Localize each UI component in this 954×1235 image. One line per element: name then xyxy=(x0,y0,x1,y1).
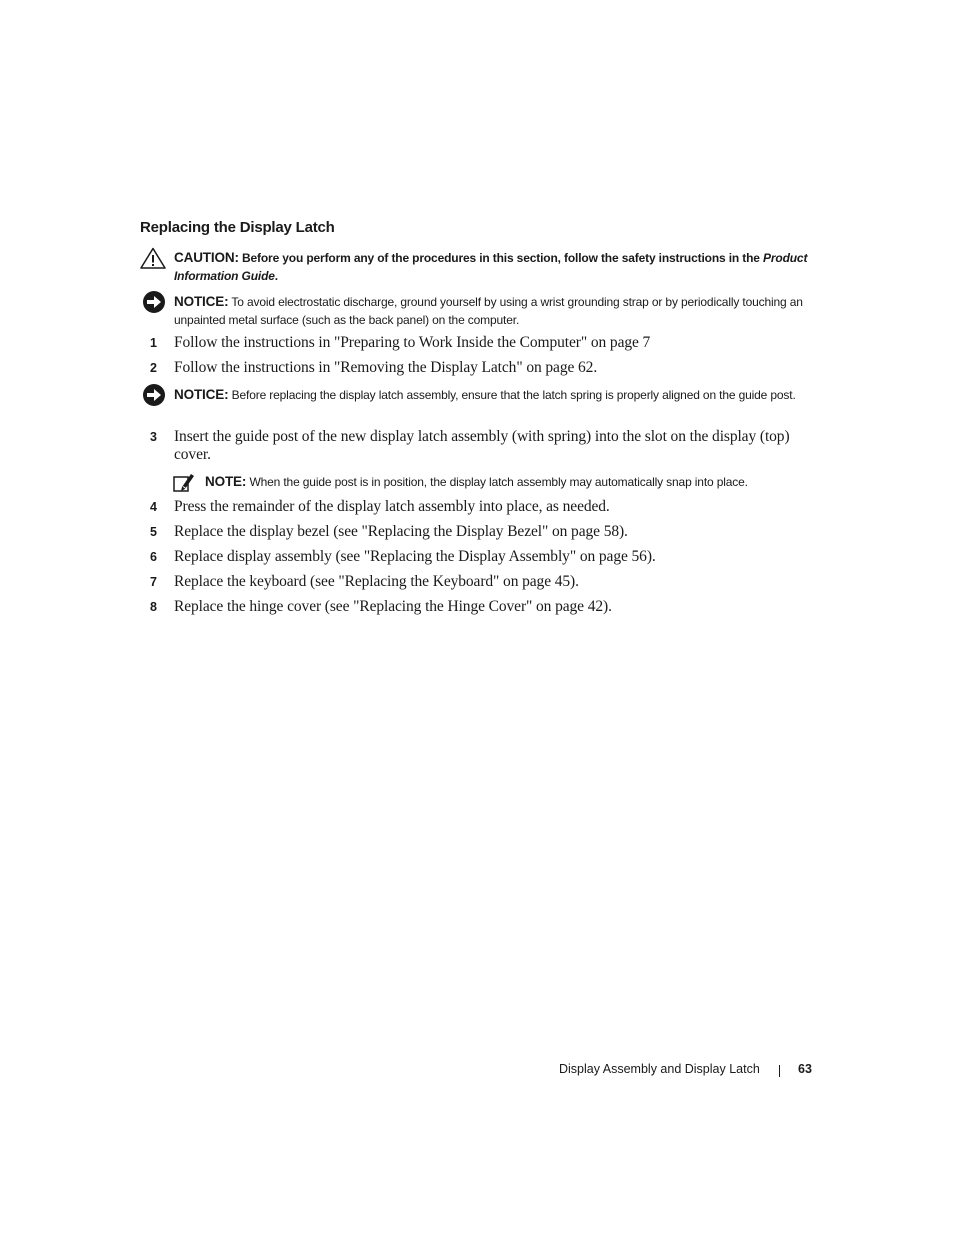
step-text: Follow the instructions in "Removing the Display Latch" on page 62. xyxy=(174,359,598,376)
step-3 xyxy=(150,428,820,464)
caution-admonition xyxy=(174,249,820,285)
notice-text: Before replacing the display latch assembly, ensure that the latch spring is properly aligned on the guide post. xyxy=(231,388,796,402)
notice-admonition-latch-spring xyxy=(174,386,820,405)
note-label: NOTE: xyxy=(205,474,247,489)
step-number: 4 xyxy=(150,500,157,514)
step-2 xyxy=(150,359,820,377)
notice-text: To avoid electrostatic discharge, ground yourself by using a wrist grounding strap or by periodically touching an unpainted metal surface (such as the back panel) on the computer. xyxy=(174,295,803,327)
step-7 xyxy=(150,573,820,591)
footer-separator xyxy=(779,1065,780,1077)
step-text: Replace the hinge cover (see "Replacing the Hinge Cover" on page 42). xyxy=(174,598,612,615)
caution-text: Before you perform any of the procedures in this section, follow the safety instructions in the xyxy=(241,251,760,265)
step-text: Insert the guide post of the new display latch assembly (with spring) into the slot on the display (top) cover. xyxy=(174,428,790,463)
step-number: 2 xyxy=(150,361,157,375)
caution-reference: Product Information Guide xyxy=(174,251,808,283)
step-text: Replace the display bezel (see "Replacing the Display Bezel" on page 58). xyxy=(174,523,628,540)
step-text: Replace the keyboard (see "Replacing the Keyboard" on page 45). xyxy=(174,573,579,590)
step-number: 5 xyxy=(150,525,157,539)
note-admonition xyxy=(205,473,825,492)
notice-label: NOTICE: xyxy=(174,294,229,309)
step-text: Replace display assembly (see "Replacing the Display Assembly" on page 56). xyxy=(174,548,656,565)
note-text: When the guide post is in position, the display latch assembly may automatically snap into place. xyxy=(249,475,748,489)
step-8 xyxy=(150,598,820,616)
section-heading: Replacing the Display Latch xyxy=(140,219,335,236)
step-1 xyxy=(150,334,820,352)
step-text: Follow the instructions in "Preparing to Work Inside the Computer" on page 7 xyxy=(174,334,651,351)
step-4 xyxy=(150,498,820,516)
note-pencil-icon xyxy=(173,472,195,499)
step-number: 6 xyxy=(150,550,157,564)
step-5 xyxy=(150,523,820,541)
step-text: Press the remainder of the display latch assembly into place, as needed. xyxy=(174,498,610,515)
step-number: 7 xyxy=(150,575,157,589)
page-number: 63 xyxy=(798,1062,812,1076)
caution-end: . xyxy=(274,268,278,283)
step-number: 1 xyxy=(150,336,157,350)
step-number: 3 xyxy=(150,430,157,444)
notice-arrow-icon xyxy=(142,290,166,319)
warning-triangle-icon xyxy=(140,247,166,274)
notice-label: NOTICE: xyxy=(174,387,229,402)
step-6 xyxy=(150,548,820,566)
footer-chapter-title: Display Assembly and Display Latch xyxy=(559,1062,760,1076)
notice-admonition-esd xyxy=(174,293,820,329)
notice-arrow-icon xyxy=(142,383,166,412)
step-number: 8 xyxy=(150,600,157,614)
caution-label: CAUTION: xyxy=(174,250,239,265)
